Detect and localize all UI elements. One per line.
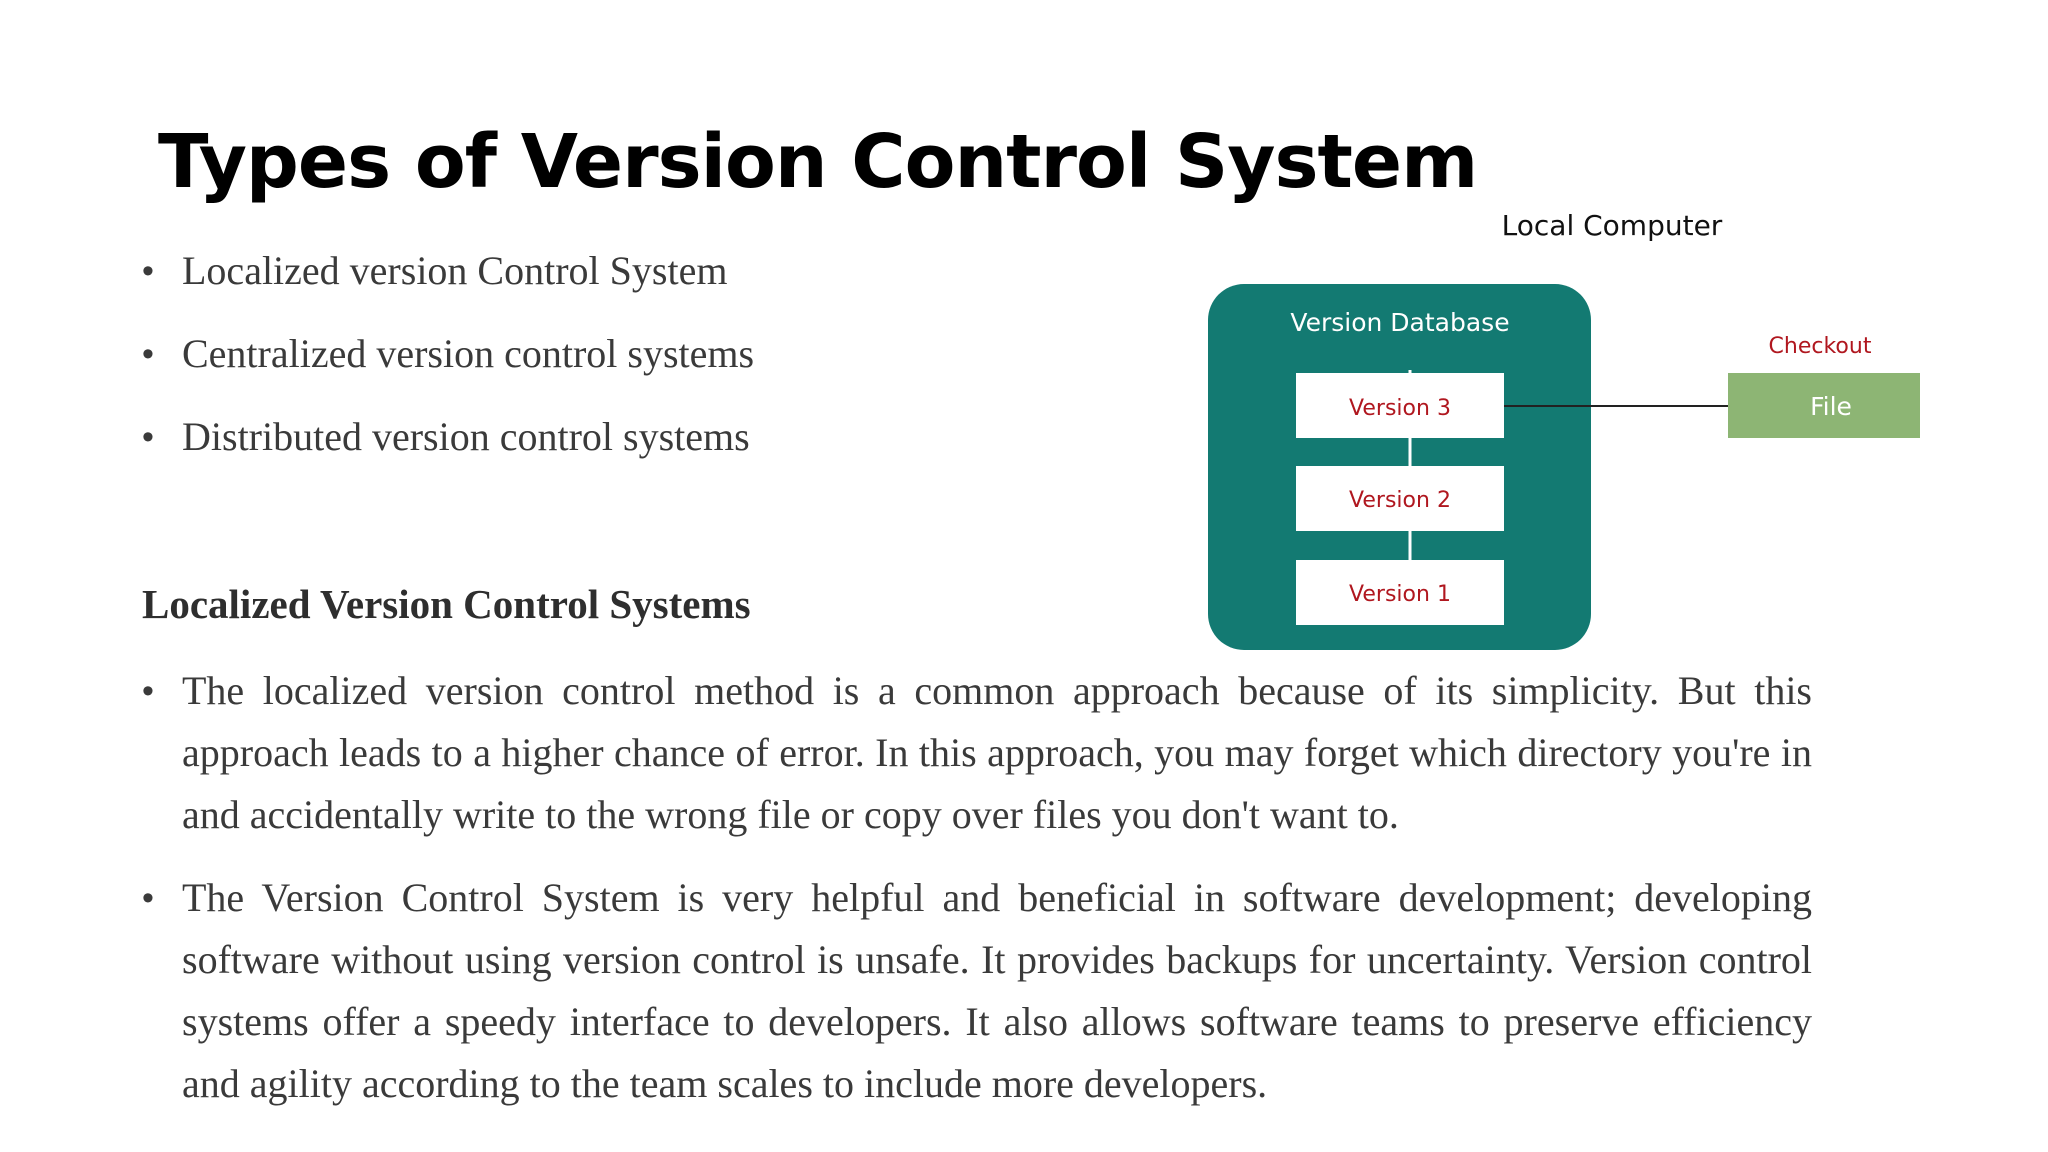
- list-item: • Centralized version control systems: [142, 326, 754, 382]
- version-database-label: Version Database: [1290, 308, 1510, 337]
- diagram-canvas: [1180, 210, 1920, 650]
- version-3-label: Version 3: [1349, 396, 1451, 421]
- local-computer-label: Local Computer: [1501, 210, 1723, 242]
- slide-title: Types of Version Control System: [158, 119, 1478, 205]
- file-label: File: [1810, 392, 1852, 421]
- local-vcs-diagram: [1180, 210, 1920, 650]
- paragraph-list: [142, 660, 1812, 1136]
- version-2-label: Version 2: [1349, 488, 1451, 513]
- version-1-label: Version 1: [1349, 582, 1451, 607]
- paragraph-item: • The localized version control method is a common approach because of its simplicity. But this approach leads to a higher chance of error. In this approach, you may forget which directory you're in and accidentally write to the wrong file or copy over files you don't want to.: [142, 660, 1812, 846]
- list-item: • Localized version Control System: [142, 243, 754, 299]
- section-heading: Localized Version Control Systems: [142, 581, 751, 627]
- list-item: • Distributed version control systems: [142, 409, 754, 465]
- types-list: [142, 243, 754, 492]
- checkout-label: Checkout: [1768, 334, 1872, 359]
- paragraph-item: • The Version Control System is very helpful and beneficial in software development; developing software without using version control is unsafe. It provides backups for uncertainty. Version control systems offer a speedy interface to developers. It also allows software teams to preserve efficiency and agility according to the team scales to include more developers.: [142, 867, 1812, 1115]
